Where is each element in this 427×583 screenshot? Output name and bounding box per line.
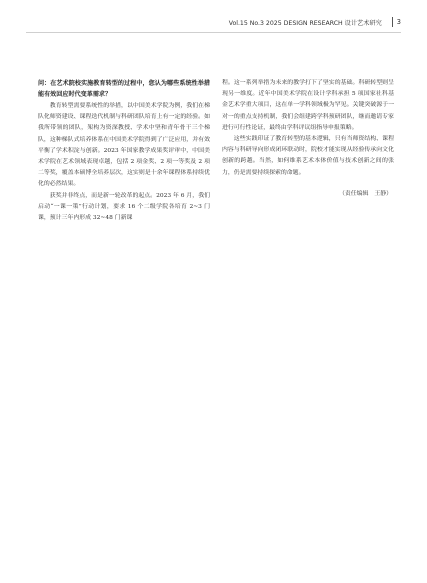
body-paragraph: 教育转型需要系统性的举措，以中国美术学院为例，我们在梯队化师资建设、课程迭代机制与科研团队培育上有一定的经验。如我所带领的团队，架构为资深教授、学术中坚和青年骨干三个梯队，这种梯队式培养体系在中国美术学院得到了广泛应用，并有效平衡了学术积淀与创新。2023 年国家教学成果奖评审中，中国美术学院在艺术领域表现卓越，包括 2 项金奖、2 项一等奖及 2 项二等奖，覆盖本硕博全培养层次，这实则是十余年课程体系持续优化的必然结果。 <box>38 103 210 188</box>
interview-question: 问：在艺术院校实施教育转型的过程中，您认为哪些系统性举措能有效回应时代变革需求？ <box>38 80 210 98</box>
running-header <box>229 16 401 28</box>
body-paragraph-continued: 程。这一系列举措为未来的教学打下了坚实的基础。科研转型则呈现另一维度。近年中国美术学院在设计学科承担 5 项国家社科基金艺术学重大项目，这在单一学科领域极为罕见。关键突破源于一对一的重点支持机制，我们会组建跨学科预研团队，继而邀请专家进行可行性论证，最终由学科评议组指导申报策略。 <box>222 80 394 131</box>
right-column <box>222 78 394 200</box>
body-paragraph: 获奖并非终点，而是新一轮改革的起点。2023 年 6 月，我们启动“一课一策”行动计划，要求 16 个二级学院各培育 2~3 门课，预计三年内形成 32~48 门新课 <box>38 192 210 222</box>
header-rule <box>26 32 401 33</box>
body-paragraph: 这些实践印证了教育转型的基本逻辑，只有当师资结构、课程内容与科研导向形成闭环联动时，院校才能实现从经验传承向文化创新的跨越。当然，如何维系艺术本体价值与技术创新之间的张力，仍是需要持续探索的命题。 <box>222 136 394 176</box>
page-number: 3 <box>396 18 401 26</box>
left-column <box>38 78 210 224</box>
editor-credit: （责任编辑 王静） <box>338 190 392 197</box>
header-divider <box>392 17 393 27</box>
journal-info: Vol.15 No.3 2025 DESIGN RESEARCH 设计艺术研究 <box>228 19 382 27</box>
